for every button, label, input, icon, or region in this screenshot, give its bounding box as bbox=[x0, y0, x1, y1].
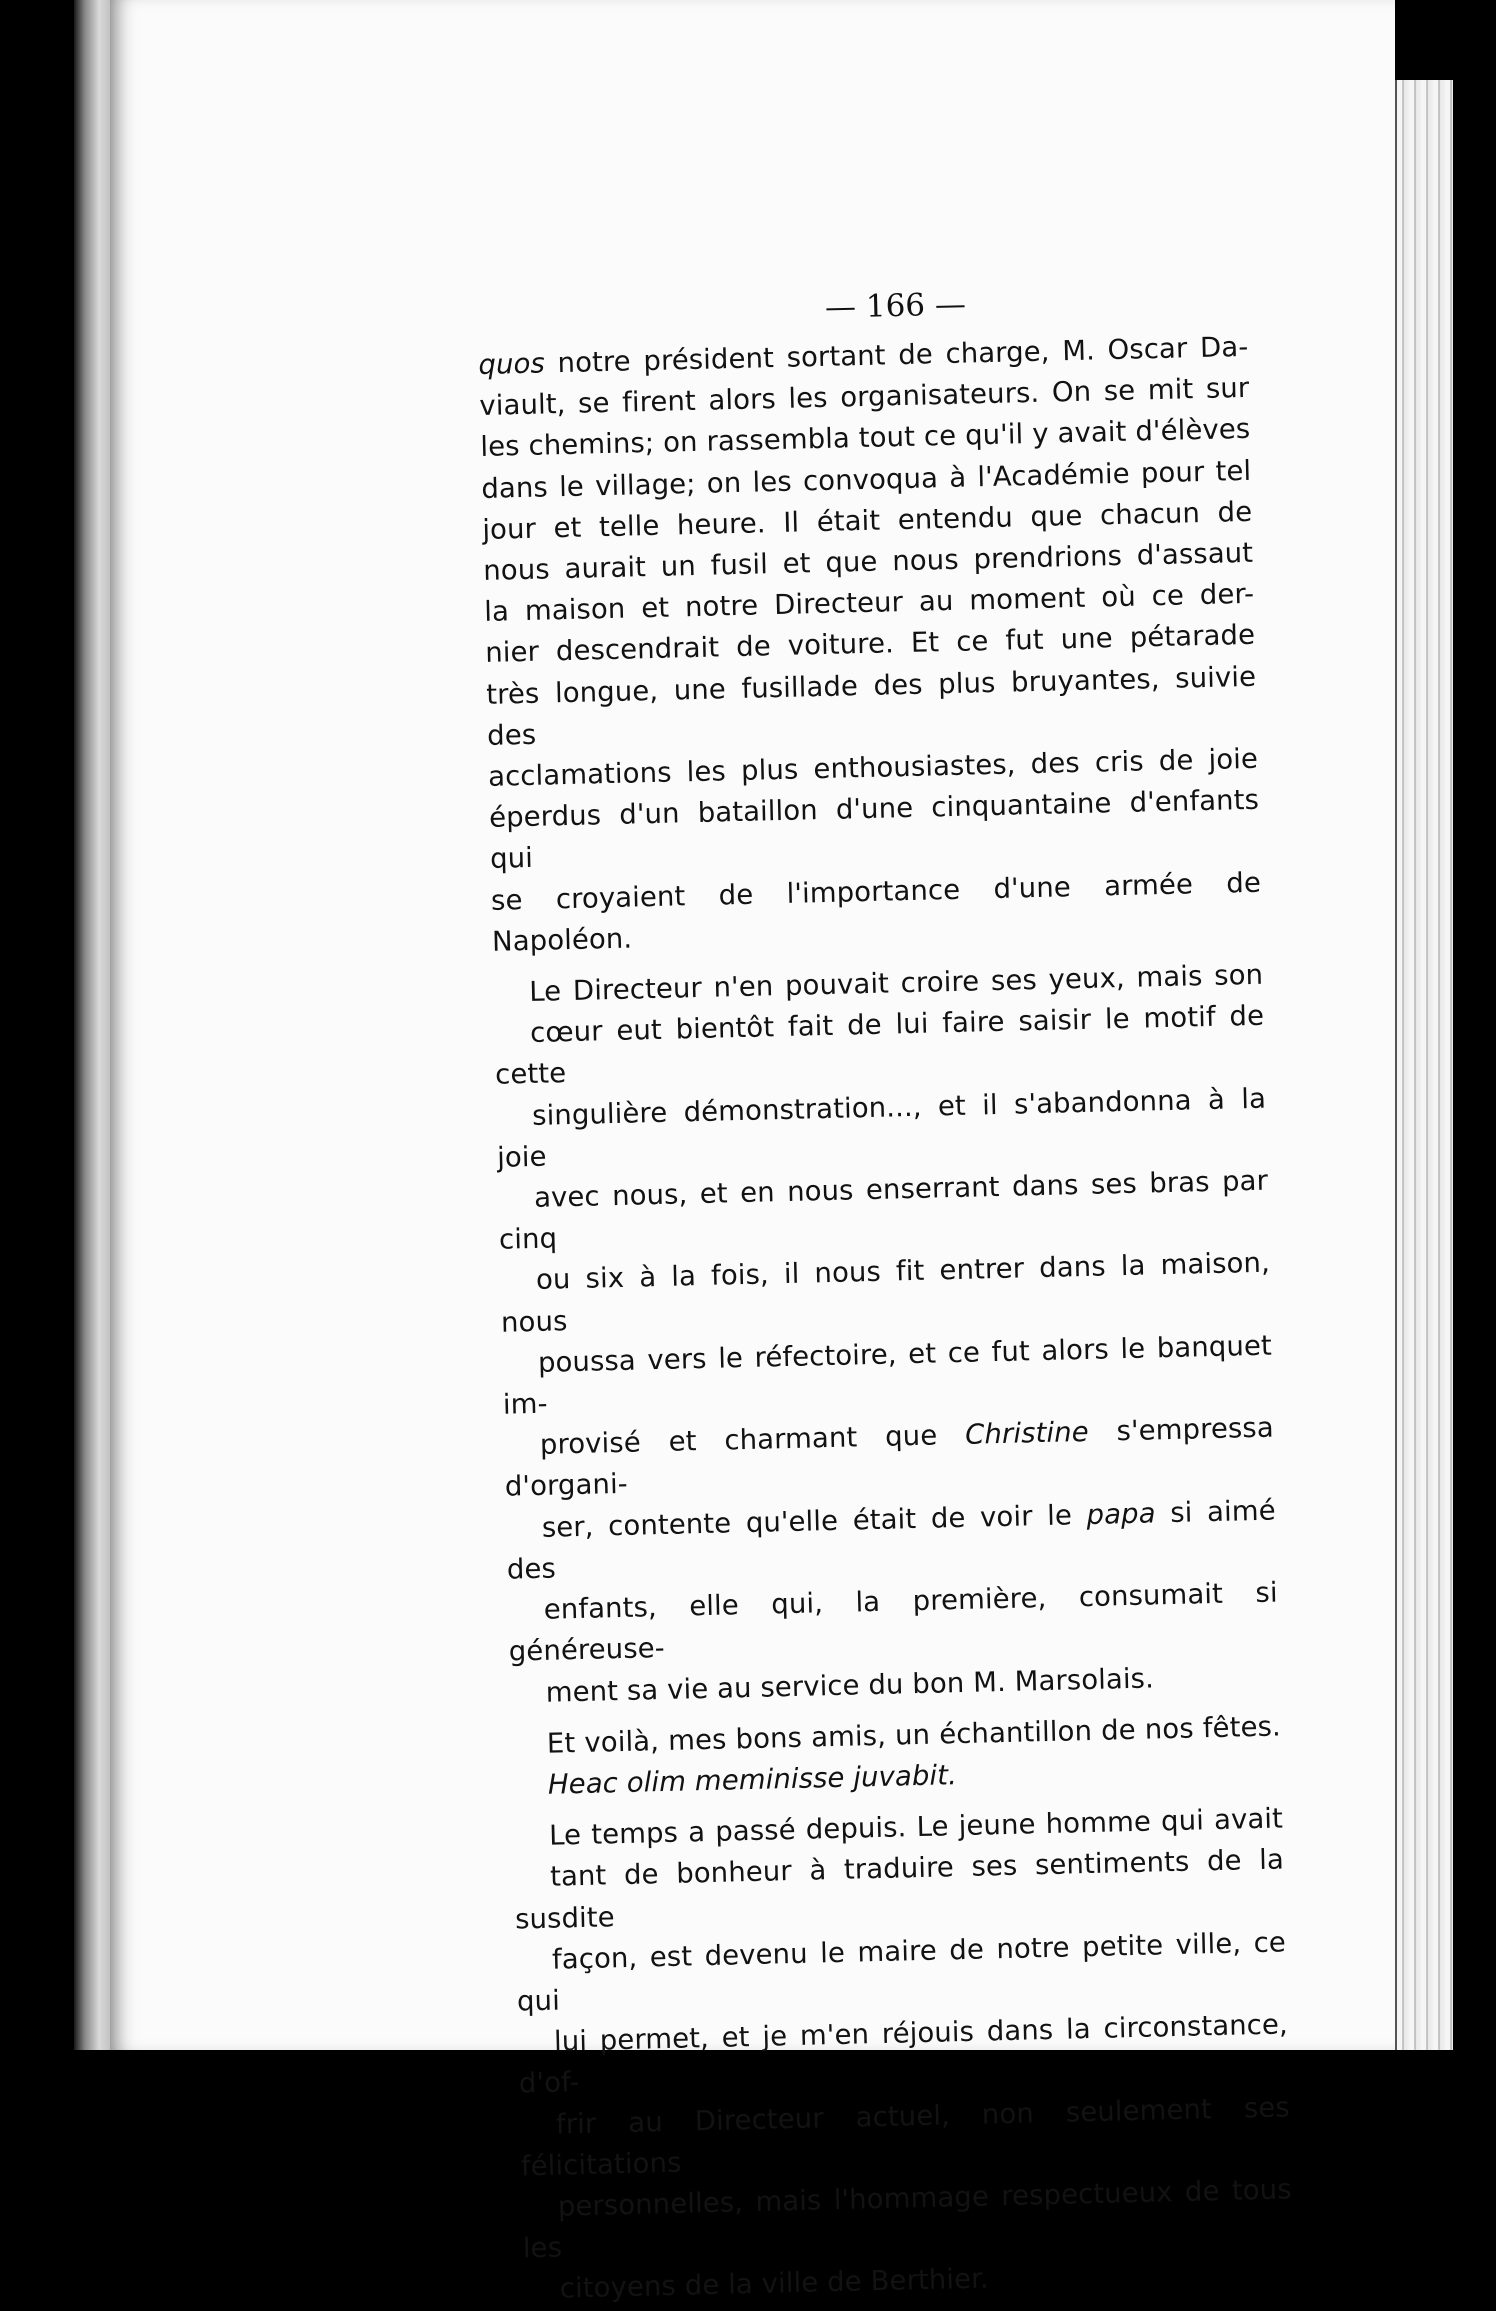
text-run: avec nous, et en nous enserrant dans ses bras par cinq bbox=[498, 1164, 1269, 1257]
text-run: nier descendrait de voiture. Et ce fut une pétarade bbox=[484, 619, 1256, 670]
italic-text: quos bbox=[478, 347, 546, 381]
italic-text: Heac olim meminisse juvabit. bbox=[547, 1759, 958, 1801]
text-run: frir au Directeur actuel, non seulement ses félicitations bbox=[520, 2090, 1291, 2183]
text-run: se croyaient de l'importance d'une armée de Napoléon. bbox=[490, 866, 1262, 958]
text-run: éperdus d'un bataillon d'une cinquantaine d'enfants qui bbox=[488, 783, 1260, 876]
text-run: façon, est devenu le maire de notre petite ville, ce qui bbox=[516, 1926, 1287, 2018]
paragraph bbox=[513, 1799, 1294, 2311]
text-run: ou six à la fois, il nous fit entrer dans la maison, nous bbox=[500, 1247, 1271, 1339]
paragraph bbox=[478, 327, 1262, 963]
paragraph bbox=[493, 955, 1280, 1715]
page-number: — 166 — bbox=[824, 286, 967, 326]
text-run: Et voilà, mes bons amis, un échantillon de nos fêtes. bbox=[546, 1710, 1282, 1760]
text-run: citoyens de la ville de Berthier. bbox=[559, 2262, 990, 2305]
text-run: viault, se firent alors les organisateurs. On se mit sur bbox=[479, 372, 1250, 423]
text-run: les chemins; on rassembla tout ce qu'il y avait d'élèves bbox=[480, 413, 1251, 464]
text-run: si aimé des bbox=[506, 1494, 1277, 1586]
text-run: notre président sortant de charge, M. Oscar Da- bbox=[544, 330, 1249, 380]
text-run: singulière démonstration..., et il s'abandonna à la joie bbox=[496, 1082, 1267, 1174]
text-run: jour et telle heure. Il était entendu que chacun de bbox=[481, 495, 1253, 546]
text-run: poussa vers le réfectoire, et ce fut alors le banquet im- bbox=[502, 1329, 1273, 1421]
text-run: tant de bonheur à traduire ses sentiments de la susdite bbox=[514, 1843, 1285, 1936]
italic-text: papa bbox=[1086, 1497, 1156, 1531]
text-run: acclamations les plus enthousiastes, des cris de joie bbox=[487, 742, 1259, 793]
stacked-page-edges bbox=[1395, 80, 1453, 2050]
text-run: provisé et charmant que bbox=[539, 1419, 966, 1462]
body-text bbox=[478, 327, 1294, 2311]
text-run: enfants, elle qui, la première, consumait si généreuse- bbox=[508, 1576, 1278, 1668]
text-run: Le Directeur n'en pouvait croire ses yeux, mais son bbox=[528, 958, 1264, 1009]
text-run: cœur eut bientôt fait de lui faire saisir le motif de cette bbox=[494, 999, 1265, 1092]
text-run: Le temps a passé depuis. Le jeune homme qui avait bbox=[548, 1802, 1284, 1852]
text-run: personnelles, mais l'hommage respectueux de tous les bbox=[522, 2173, 1293, 2265]
text-run: la maison et notre Directeur au moment où ce der- bbox=[483, 578, 1255, 629]
text-run: ser, contente qu'elle était de voir le bbox=[541, 1498, 1087, 1544]
text-run: très longue, une fusillade des plus bruyantes, suivie des bbox=[485, 660, 1257, 752]
text-run: lui permet, et je m'en réjouis dans la circonstance, d'of- bbox=[518, 2008, 1289, 2100]
text-run: nous aurait un fusil et que nous prendrions d'assaut bbox=[482, 536, 1254, 587]
text-line bbox=[491, 862, 1263, 963]
italic-text: Christine bbox=[964, 1416, 1090, 1452]
text-run: dans le village; on les convoqua à l'Académie pour tel bbox=[481, 454, 1252, 505]
text-run: s'empressa d'organi- bbox=[504, 1411, 1275, 1504]
paragraph bbox=[511, 1706, 1283, 1807]
text-run: ment sa vie au service du bon M. Marsolais. bbox=[545, 1661, 1155, 1709]
